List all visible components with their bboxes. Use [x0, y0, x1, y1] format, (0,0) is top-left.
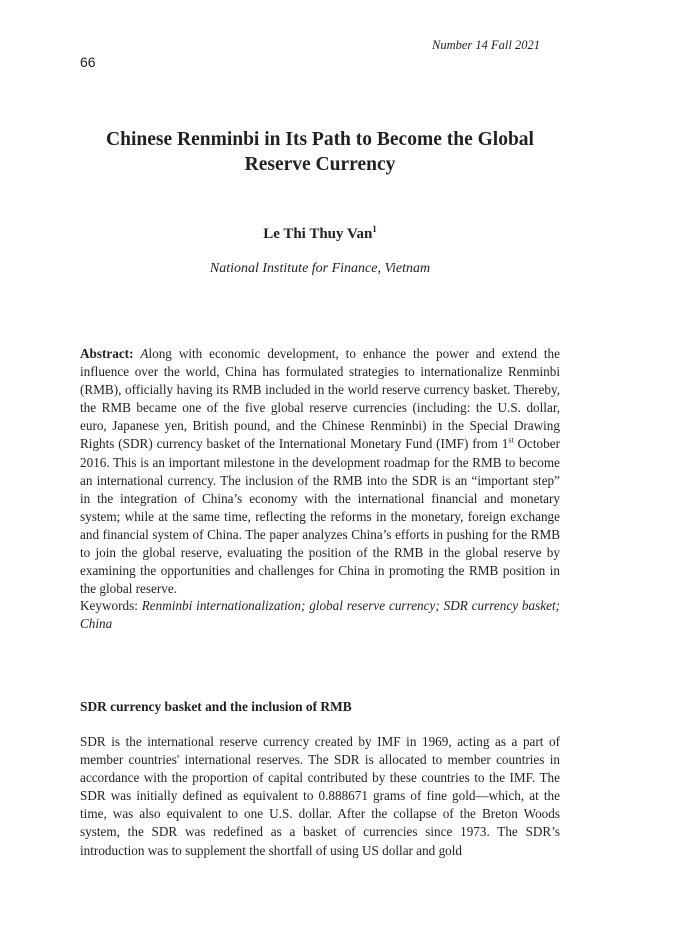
- page-number: 66: [80, 54, 96, 70]
- author-affiliation: National Institute for Finance, Vietnam: [209, 261, 431, 276]
- abstract-text-part2: October 2016. This is an important milestone in the development roadmap for the RMB to become an international currency. The inclusion of the RMB into the SDR is an “important step” in the integration of China’s economy with the international financial and monetary system; while at the same time, reflecting the reforms in the monetary, foreign exchange and financial system of China. The paper analyzes China’s efforts in pushing for the RMB to join the global reserve, evaluating the position of the RMB in the global reserve by examining the opportunities and challenges for China in promoting the RMB position in the global reserve.: [80, 436, 560, 597]
- author-name: [80, 226, 560, 243]
- keywords-list: Renminbi internationalization; global reserve currency; SDR currency basket; China: [80, 598, 560, 632]
- keywords-label: Keywords:: [80, 598, 138, 613]
- abstract: [80, 345, 560, 598]
- article-title: Chinese Renminbi in Its Path to Become the Global Reserve Currency: [106, 129, 534, 175]
- section-heading: SDR currency basket and the inclusion of RMB: [80, 699, 352, 714]
- author-footnote-mark[interactable]: 1: [372, 224, 377, 234]
- abstract-label: Abstract:: [80, 346, 134, 361]
- abstract-text-part1: long with economic development, to enhance the power and extend the influence over the world, China has formulated strategies to internationalize Renminbi (RMB), officially having its RMB included in the world reserve currency basket. Thereby, the RMB became one of the five global reserve currencies (including: the U.S. dollar, euro, Japanese yen, British pound, and the Chinese Renminbi) in the Special Drawing Rights (SDR) currency basket of the International Monetary Fund (IMF) from 1: [80, 346, 561, 452]
- ordinal-suffix: st: [508, 436, 514, 446]
- keywords: [80, 597, 560, 633]
- section-paragraph: SDR is the international reserve currency created by IMF in 1969, acting as a part of member countries' international reserves. The SDR is allocated to member countries in accordance with the proportion of capital contributed by these countries to the IMF. The SDR was initially defined as equivalent to 0.888671 grams of fine gold—which, at the time, was also equivalent to one U.S. dollar. After the collapse of the Breton Woods system, the SDR was redefined as a basket of currencies since 1973. The SDR’s introduction was to supplement the shortfall of using US dollar and gold: [80, 734, 560, 858]
- abstract-first-letter: A: [140, 346, 149, 361]
- author-name-text: Le Thi Thuy Van: [263, 226, 373, 242]
- journal-issue: Number 14 Fall 2021: [432, 38, 540, 52]
